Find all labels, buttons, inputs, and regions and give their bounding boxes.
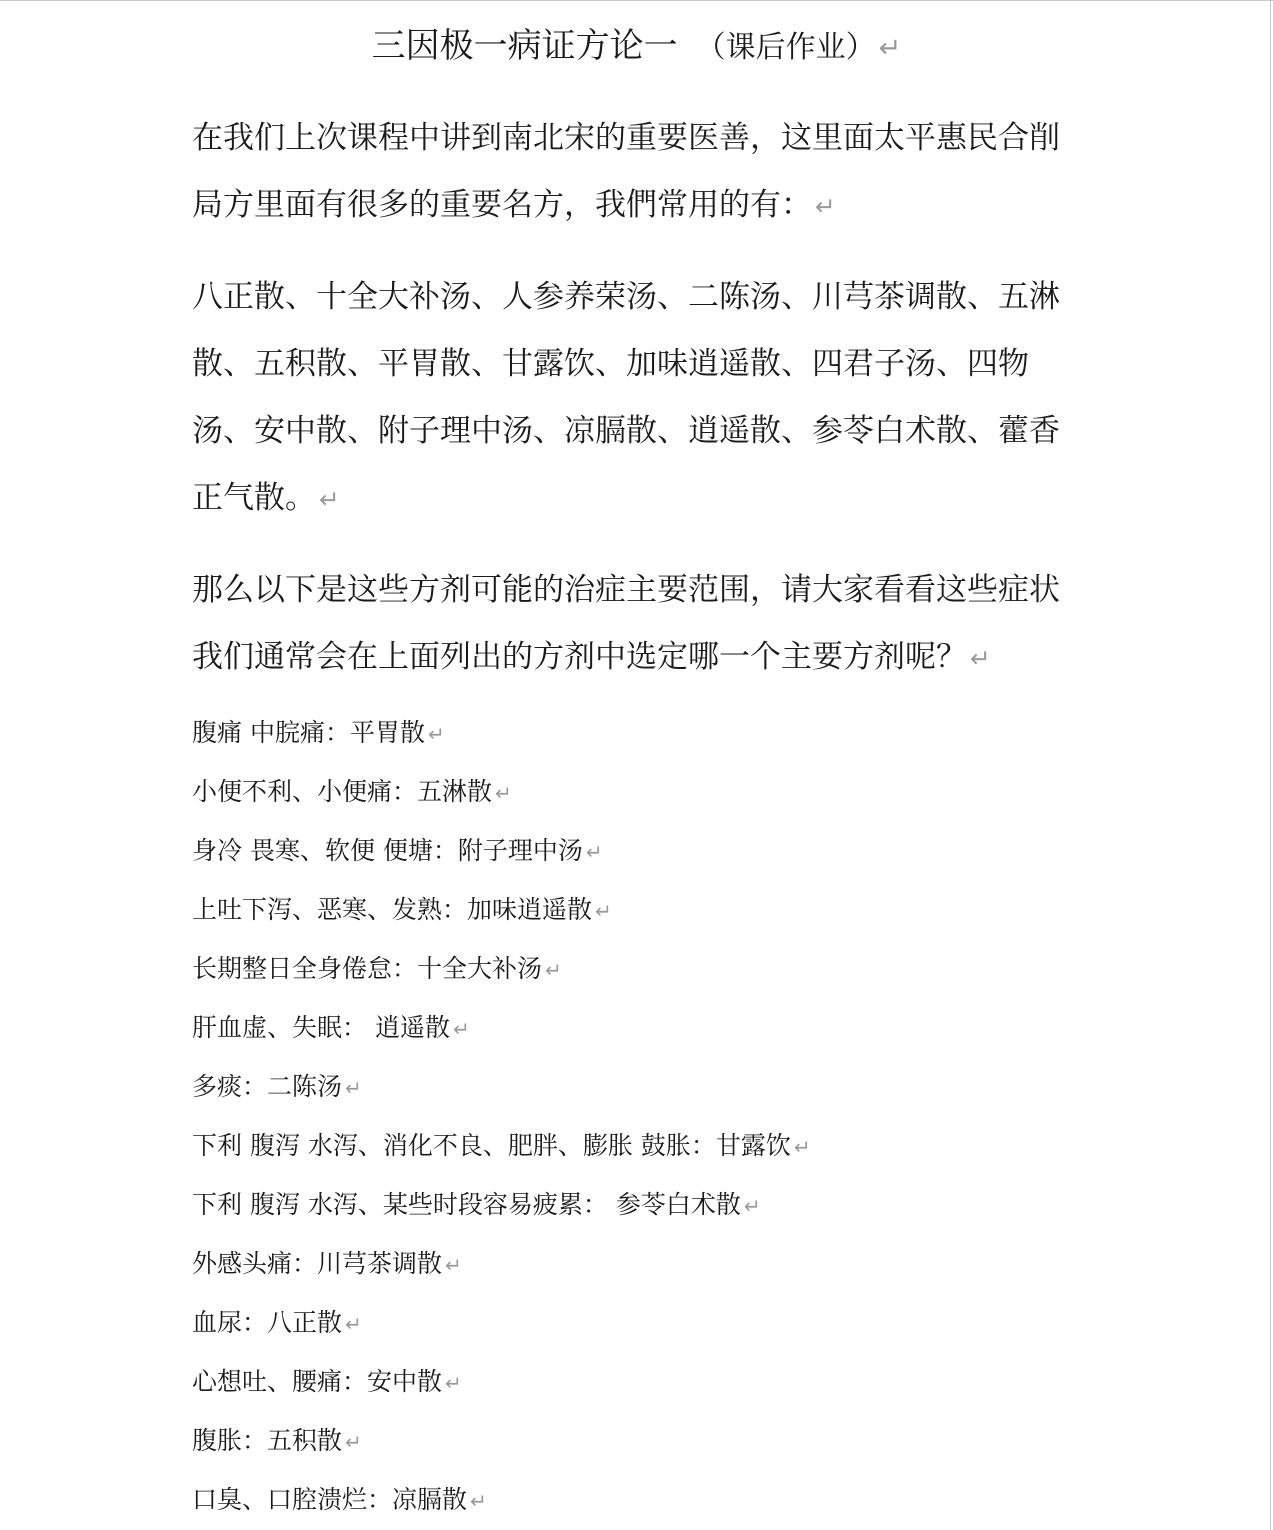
answer-text: 上吐下泻、恶寒、发熟：加味逍遥散 (192, 895, 593, 924)
paragraph-mark-icon: ↵ (345, 1076, 362, 1100)
paragraph-mark-icon: ↵ (743, 1194, 761, 1218)
answer-line (192, 1244, 462, 1285)
page-edge-top (0, 0, 1273, 1)
paragraph-mark-icon: ↵ (815, 192, 836, 221)
answer-text: 下利 腹泻 水泻、某些时段容易疲累： 参苓白术散 (192, 1190, 741, 1219)
title-text: 三因极一病证方论一 (371, 26, 678, 66)
answer-text: 口臭、口腔溃烂：凉膈散 (192, 1485, 468, 1514)
paragraph-mark-icon: ↵ (445, 1371, 462, 1395)
paragraph-mark-icon: ↵ (495, 781, 512, 805)
answer-line (192, 1126, 811, 1167)
answer-line (192, 1067, 362, 1108)
intro-text: 在我们上次课程中讲到南北宋的重要医善，这里面太平惠民合削局方里面有很多的重要名方，我們常用的有： (192, 120, 1060, 223)
paragraph-mark-icon: ↵ (970, 644, 991, 673)
paragraph-mark-icon: ↵ (595, 899, 612, 923)
answer-line (192, 1421, 362, 1462)
paragraph-mark-icon: ↵ (470, 1489, 487, 1513)
page-edge-right (1270, 0, 1271, 1530)
answer-line (192, 1480, 487, 1521)
formula-list-paragraph (192, 264, 1082, 533)
paragraph-mark-icon: ↵ (545, 958, 562, 982)
answer-line (192, 1303, 362, 1344)
paragraph-mark-icon: ↵ (445, 1253, 462, 1277)
answer-text: 肝血虚、失眠： 逍遥散 (192, 1013, 450, 1042)
document-title (0, 22, 1273, 73)
answer-text: 小便不利、小便痛：五淋散 (192, 777, 493, 806)
answer-line (192, 949, 562, 990)
paragraph-mark-icon: ↵ (345, 1312, 362, 1336)
answer-line (192, 1362, 462, 1403)
paragraph-mark-icon: ↵ (345, 1430, 362, 1454)
answer-line (192, 713, 445, 754)
answer-line (192, 831, 603, 872)
paragraph-mark-icon: ↵ (319, 485, 340, 514)
paragraph-mark-icon: ↵ (452, 1017, 470, 1041)
paragraph-mark-icon: ↵ (427, 722, 445, 746)
answer-text: 下利 腹泻 水泻、消化不良、肥胖、膨胀 鼓胀：甘露饮 (192, 1131, 791, 1160)
answer-text: 身冷 畏寒、软便 便塘：附子理中汤 (192, 836, 583, 865)
answer-text: 多痰：二陈汤 (192, 1072, 343, 1101)
answer-text: 长期整日全身倦怠：十全大补汤 (192, 954, 543, 983)
intro-paragraph (192, 105, 1082, 240)
title-subtitle: （课后作业） (695, 30, 876, 65)
answer-text: 腹胀：五积散 (192, 1426, 343, 1455)
paragraph-mark-icon: ↵ (585, 840, 603, 864)
answer-line (192, 1185, 761, 1226)
question-text: 那么以下是这些方剂可能的治症主要范围，请大家看看这些症状我们通常会在上面列出的方剂中选定哪一个主要方剂呢？ (192, 572, 1060, 675)
paragraph-mark-icon: ↵ (878, 33, 902, 64)
answer-line (192, 772, 512, 813)
answer-line (192, 1008, 470, 1049)
question-paragraph (192, 557, 1082, 692)
answer-line (192, 890, 612, 931)
answer-text: 腹痛 中脘痛：平胃散 (192, 718, 425, 747)
formula-list-text: 八正散、十全大补汤、人参养荣汤、二陈汤、川芎茶调散、五淋散、五积散、平胃散、甘露饮、加味逍遥散、四君子汤、四物汤、安中散、附子理中汤、凉膈散、逍遥散、参苓白术散、藿香正气散。 (192, 279, 1060, 516)
answer-text: 心想吐、腰痛：安中散 (192, 1367, 443, 1396)
answer-text: 外感头痛：川芎茶调散 (192, 1249, 443, 1278)
paragraph-mark-icon: ↵ (793, 1135, 811, 1159)
answer-text: 血尿：八正散 (192, 1308, 343, 1337)
